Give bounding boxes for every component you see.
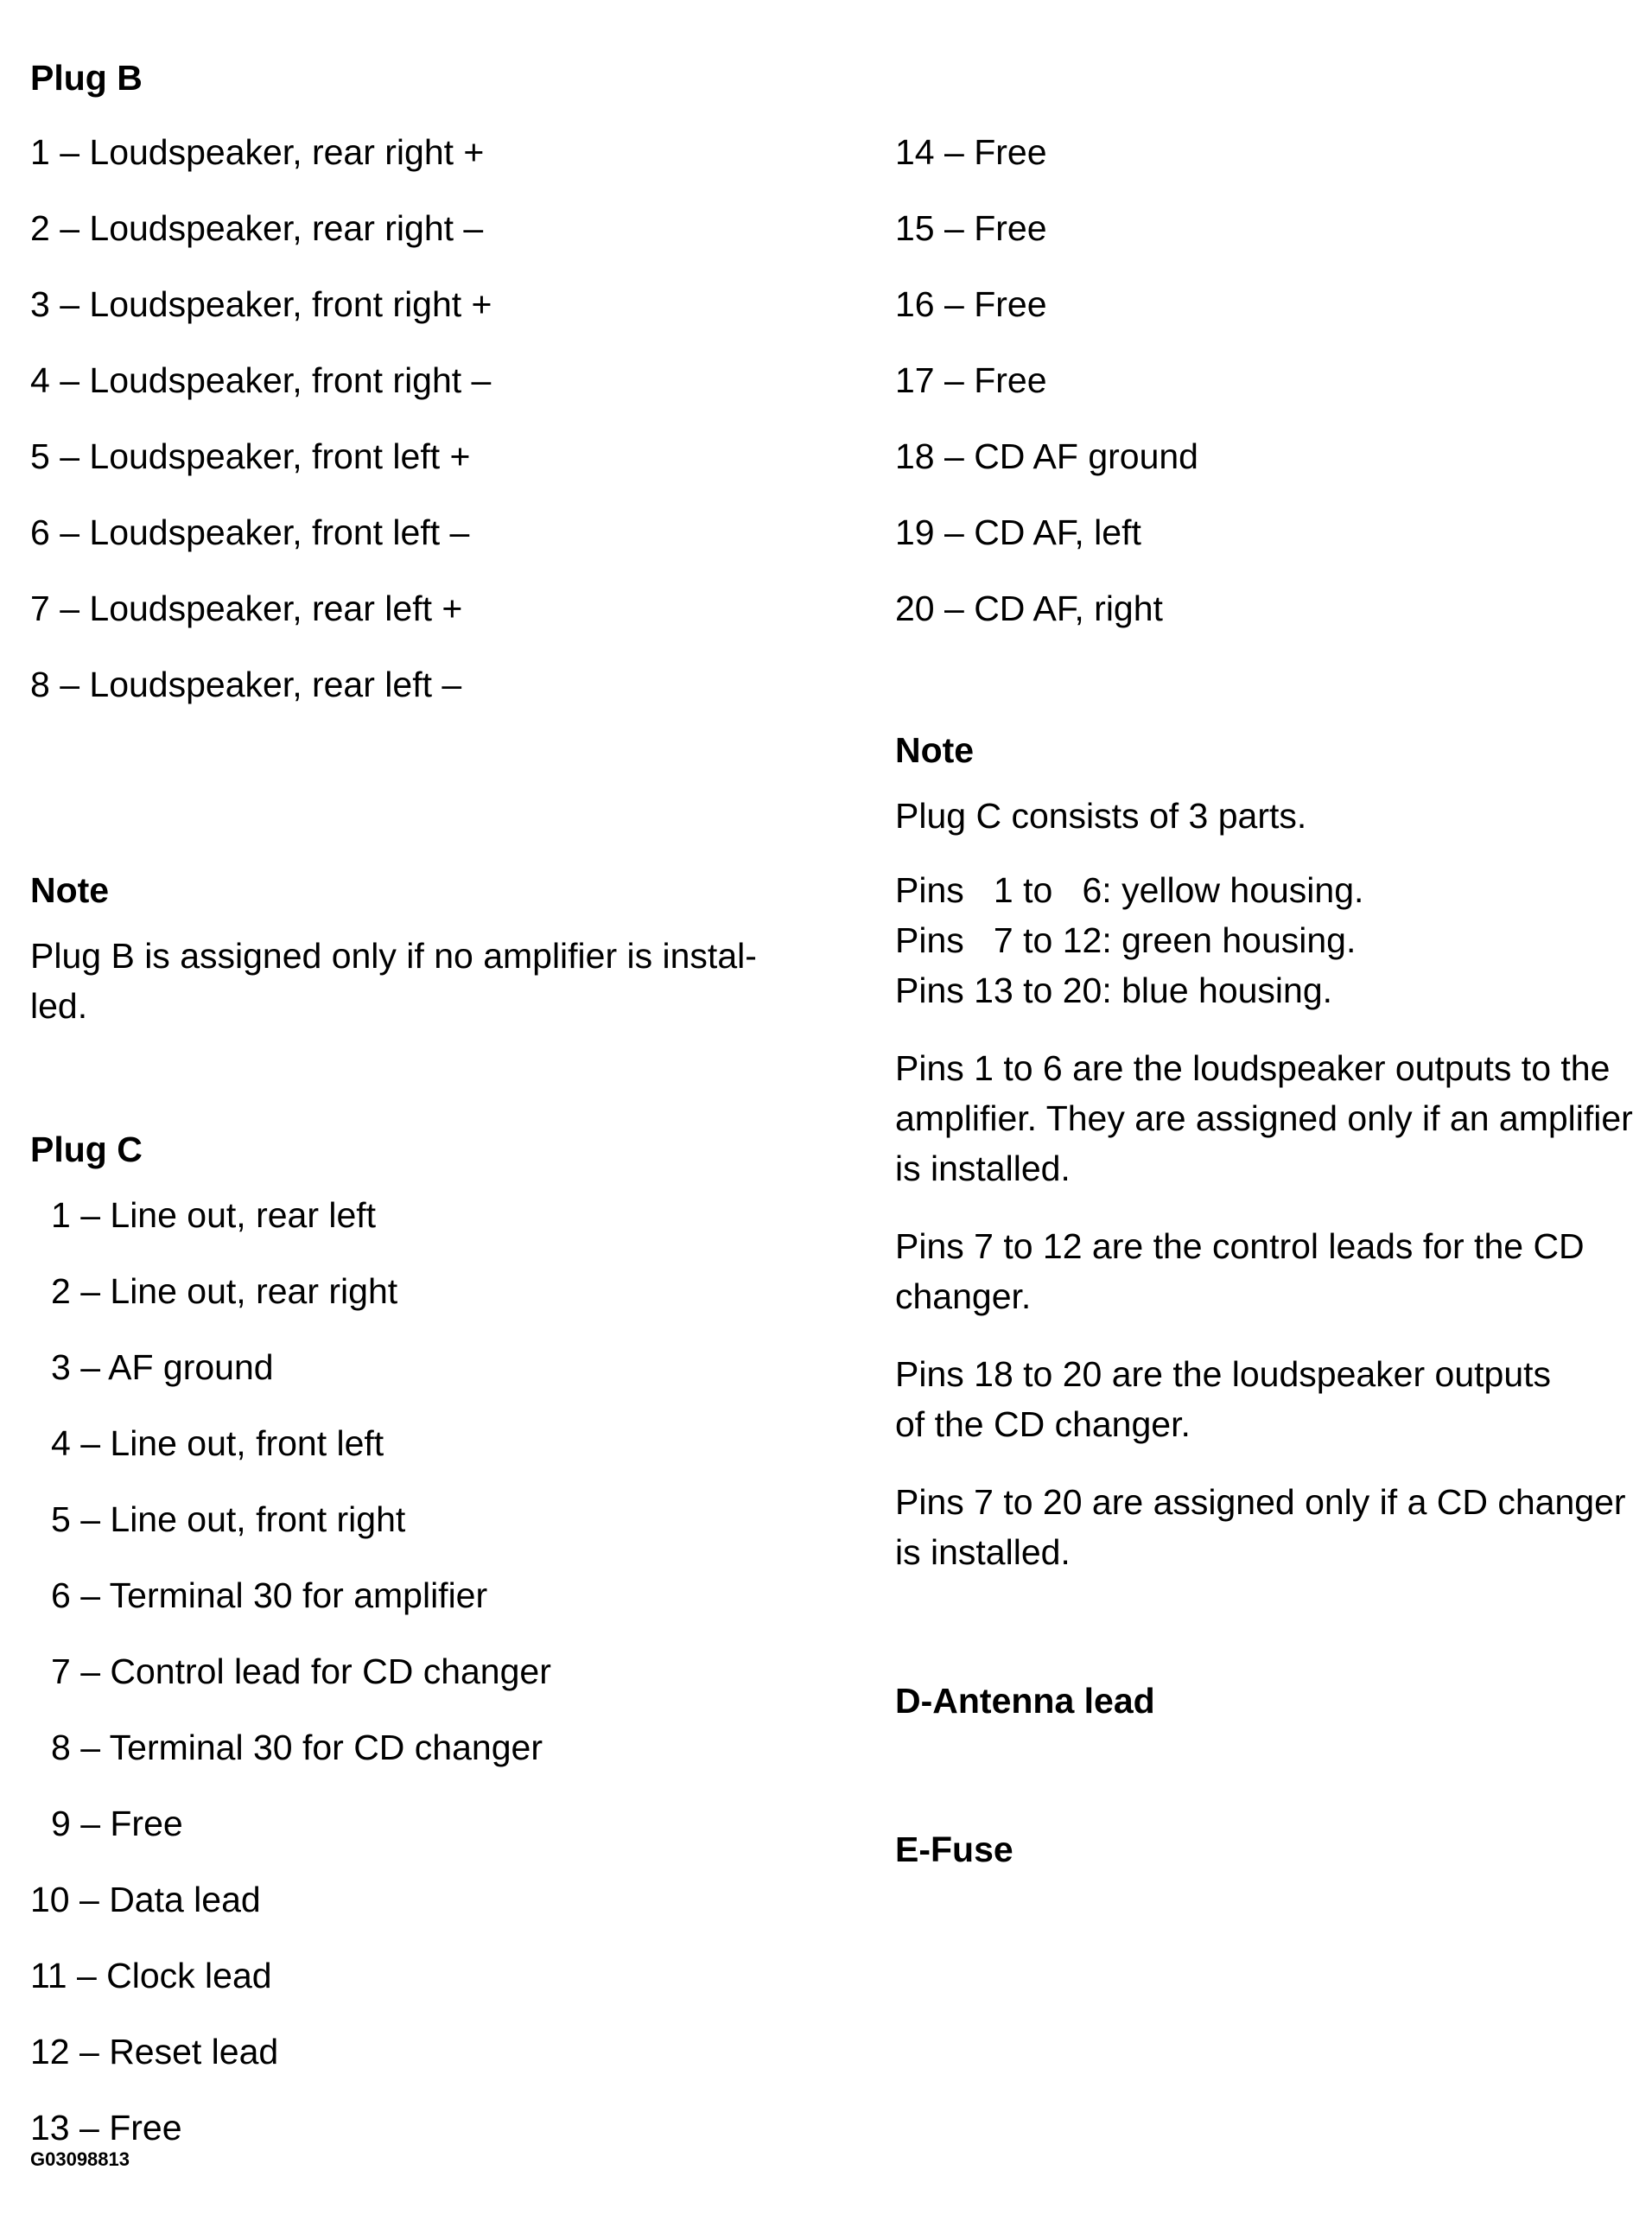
image-id-label: G03098813 (30, 2148, 130, 2170)
list-item: 2 – Loudspeaker, rear right – (30, 208, 484, 248)
paragraph-cd-assigned (895, 1481, 1626, 1573)
paragraph-line: Pins 7 to 12 are the control leads for the CD (895, 1226, 1585, 1266)
list-item: 3 – Loudspeaker, front right + (30, 284, 492, 324)
e-fuse-heading: E-Fuse (895, 1830, 1013, 1869)
list-item: 18 – CD AF ground (895, 436, 1198, 476)
list-item: 9 – Free (51, 1804, 183, 1843)
d-antenna-heading: D-Antenna lead (895, 1681, 1155, 1721)
housing-line-green: Pins 7 to 12: green housing. (895, 920, 1357, 960)
plug-b-note-heading: Note (30, 870, 110, 910)
list-item: 2 – Line out, rear right (51, 1271, 398, 1311)
housing-line-yellow: Pins 1 to 6: yellow housing. (895, 870, 1364, 910)
paragraph-line: amplifier. They are assigned only if an amplifier (895, 1098, 1633, 1138)
paragraph-line: is installed. (895, 1532, 1071, 1572)
list-item: 11 – Clock lead (30, 1956, 272, 1995)
list-item: 1 – Line out, rear left (51, 1195, 377, 1235)
list-item: 17 – Free (895, 360, 1047, 400)
paragraph-line: is installed. (895, 1149, 1071, 1188)
plug-b-note-line-2: led. (30, 986, 88, 1026)
list-item: 3 – AF ground (51, 1347, 274, 1387)
list-item: 8 – Terminal 30 for CD changer (51, 1728, 543, 1767)
paragraph-line: of the CD changer. (895, 1404, 1191, 1444)
list-item: 4 – Loudspeaker, front right – (30, 360, 492, 400)
list-item: 7 – Control lead for CD changer (51, 1651, 551, 1691)
list-item: 19 – CD AF, left (895, 512, 1141, 552)
list-item: 13 – Free (30, 2108, 182, 2148)
list-item: 20 – CD AF, right (895, 589, 1163, 628)
list-item: 12 – Reset lead (30, 2032, 279, 2071)
housing-line-blue: Pins 13 to 20: blue housing. (895, 970, 1333, 1010)
paragraph-amplifier-outputs (895, 1047, 1633, 1189)
paragraph-cd-outputs (895, 1353, 1551, 1445)
list-item: 4 – Line out, front left (51, 1423, 384, 1463)
paragraph-line: Pins 18 to 20 are the loudspeaker outputs (895, 1354, 1552, 1394)
plug-c-heading: Plug C (30, 1130, 143, 1169)
list-item: 16 – Free (895, 284, 1047, 324)
paragraph-line: Pins 1 to 6 are the loudspeaker outputs to the (895, 1048, 1611, 1088)
list-item: 8 – Loudspeaker, rear left – (30, 665, 462, 704)
plug-c-note-heading: Note (895, 730, 975, 770)
paragraph-line: changer. (895, 1276, 1032, 1316)
list-item: 14 – Free (895, 132, 1047, 172)
paragraph-line: Pins 7 to 20 are assigned only if a CD changer (895, 1482, 1626, 1522)
housing-line (895, 869, 1363, 1011)
list-item: 6 – Terminal 30 for amplifier (51, 1575, 488, 1615)
plug-b-note-line-1: Plug B is assigned only if no amplifier is instal- (30, 936, 757, 976)
list-item: 1 – Loudspeaker, rear right + (30, 132, 485, 172)
list-item: 6 – Loudspeaker, front left – (30, 512, 470, 552)
list-item: 15 – Free (895, 208, 1047, 248)
plug-b-heading: Plug B (30, 58, 143, 98)
plug-c-note-intro: Plug C consists of 3 parts. (895, 796, 1307, 836)
list-item: 7 – Loudspeaker, rear left + (30, 589, 463, 628)
paragraph-control-leads (895, 1225, 1585, 1317)
list-item: 5 – Loudspeaker, front left + (30, 436, 471, 476)
list-item: 10 – Data lead (30, 1880, 261, 1919)
list-item: 5 – Line out, front right (51, 1499, 406, 1539)
